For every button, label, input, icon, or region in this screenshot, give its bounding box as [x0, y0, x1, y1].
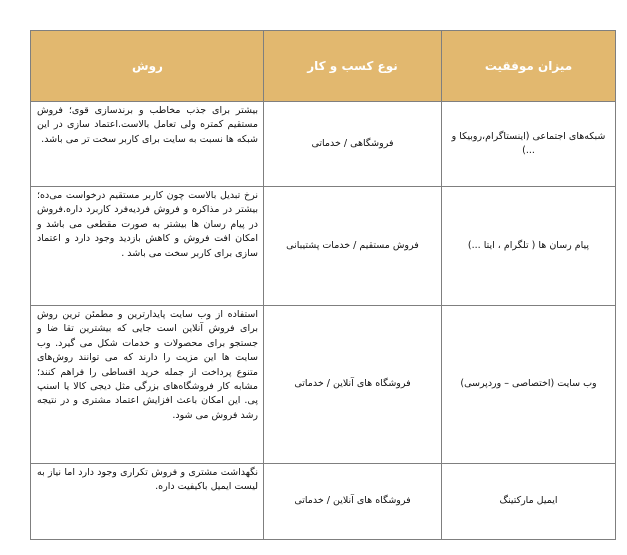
table-row [31, 306, 616, 464]
table-row [31, 187, 616, 306]
header-business-type: نوع کسب و کار [264, 31, 442, 102]
cell-method: نگهداشت مشتری و فروش تکراری وجود دارد اما نیاز به لیست ایمیل باکیفیت داره. [31, 464, 264, 540]
cell-business [264, 464, 442, 540]
cell-success-text: شبکه‌های اجتماعی (اینستاگرام،روبیکا و ...) [451, 130, 606, 156]
cell-method: بیشتر برای جذب مخاطب و برندسازی قوی؛ فروش مستقیم کمتره ولی تعامل بالاست.اعتماد سازی در این شبکه ها نسبت به سایت برای کاربر سخت تر می باشد. [31, 102, 264, 187]
cell-success-text: ایمیل مارکتینگ [499, 495, 558, 507]
table-header-row [31, 31, 616, 102]
cell-success [442, 464, 616, 540]
cell-business-text: فروشگاهی / خدماتی [311, 137, 394, 149]
cell-success [442, 187, 616, 306]
table-row [31, 102, 616, 187]
table-row [31, 464, 616, 540]
cell-business [264, 306, 442, 464]
comparison-table [30, 30, 616, 540]
cell-success-text: وب سایت (اختصاصی – وردپرسی) [460, 378, 597, 390]
cell-success [442, 102, 616, 187]
cell-method: استفاده از وب سایت پایدارترین و مطمئن ترین روش برای فروش آنلاین است جایی که بیشترین تقا ضا و جستجو برای محصولات و خدمات شکل می گیرد. وب سایت ها این مزیت را دارند که می توانند روش‌های متنوع پرداخت از جمله خرید اقساطی را فراهم کنند؛ مشابه کار فروشگاه‌های بزرگی مثل دیجی کالا یا اسنپ پی. این امکان باعث افزایش اعتماد مشتری و در نتیجه رشد فروش می شود. [31, 306, 264, 464]
cell-business [264, 102, 442, 187]
header-success: میزان موفقیت [442, 31, 616, 102]
cell-business [264, 187, 442, 306]
cell-business-text: فروشگاه های آنلاین / خدماتی [294, 378, 411, 390]
cell-method: نرخ تبدیل بالاست چون کاربر مستقیم درخواست می‌ده؛ بیشتر در مذاکره و فروش فردیه‌فرد کاربرد داره.فروش در پیام رسان ها بیشتر به صورت مقطعی می باشد و امکان افت فروش و کاهش بازدید وجود دارد و اعتماد سازی برای کاربر سخت می باشد . [31, 187, 264, 306]
cell-business-text: فروش مستقیم / خدمات پشتیبانی [286, 239, 419, 251]
cell-success-text: پیام رسان ها ( تلگرام ، ایتا ...) [467, 239, 590, 251]
cell-business-text: فروشگاه های آنلاین / خدماتی [294, 495, 411, 507]
cell-success [442, 306, 616, 464]
header-method: روش [31, 31, 264, 102]
